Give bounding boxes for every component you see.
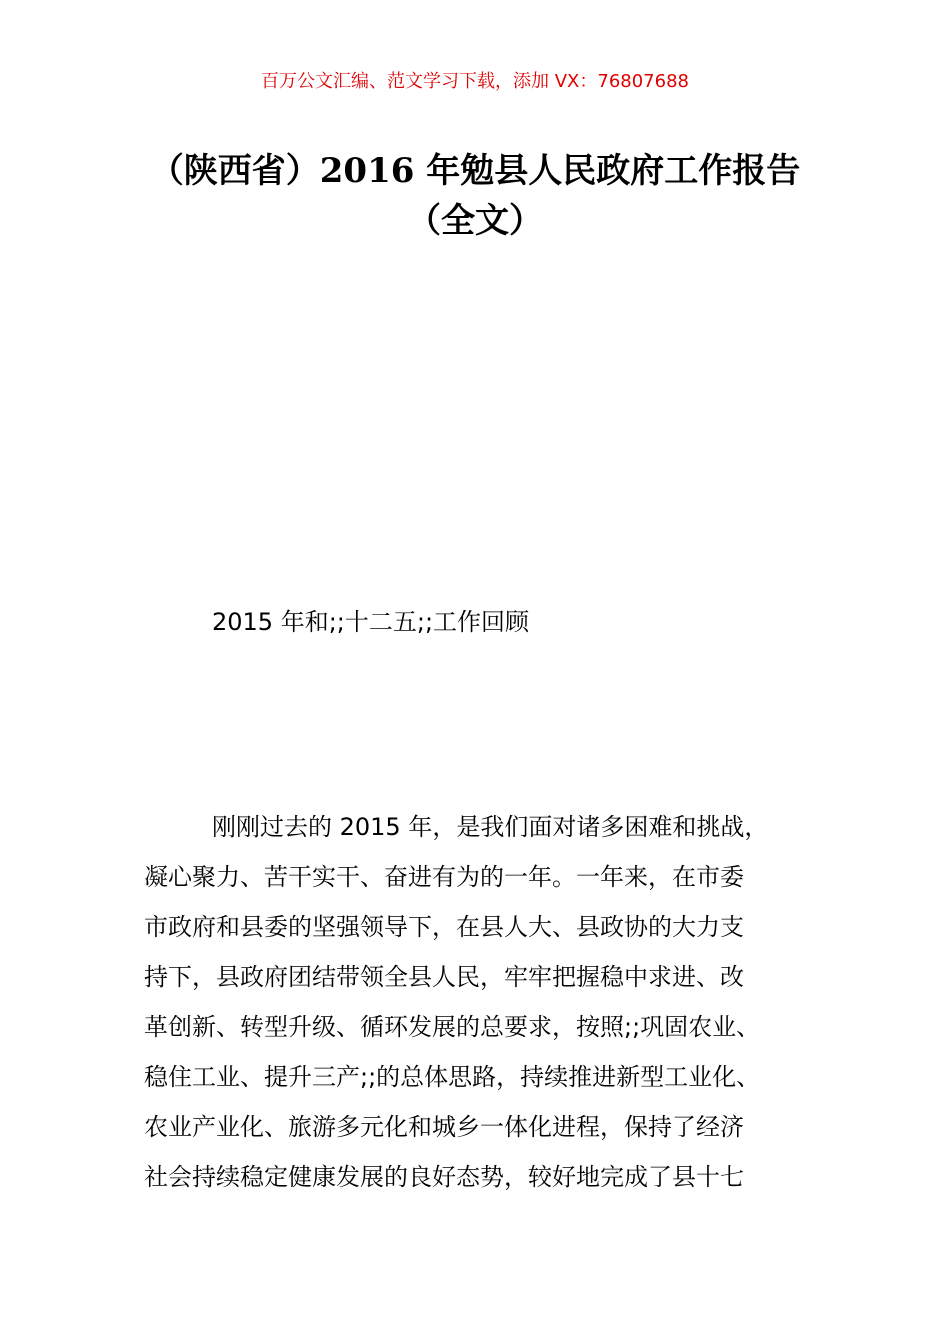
body-line: 农业产业化、旅游多元化和城乡一体化进程，保持了经济 xyxy=(144,1113,744,1141)
body-line: 社会持续稳定健康发展的良好态势，较好地完成了县十七 xyxy=(144,1163,744,1191)
title-line-1: （陕西省）2016 年勉县人民政府工作报告 xyxy=(149,151,801,191)
promo-banner: 百万公文汇编、范文学习下载，添加 VX：76807688 xyxy=(261,71,689,92)
body-line: 革创新、转型升级、循环发展的总要求，按照;;巩固农业、 xyxy=(144,1013,761,1041)
document-title xyxy=(130,146,820,246)
body-line: 市政府和县委的坚强领导下，在县人大、县政协的大力支 xyxy=(144,913,744,941)
body-line: 凝心聚力、苦干实干、奋进有为的一年。一年来，在市委 xyxy=(144,863,744,891)
body-line: 刚刚过去的 2015 年，是我们面对诸多困难和挑战， xyxy=(212,813,769,841)
body-line: 稳住工业、提升三产;;的总体思路，持续推进新型工业化、 xyxy=(144,1063,761,1091)
section-heading: 2015 年和;;十二五;;工作回顾 xyxy=(212,608,530,636)
body-paragraph xyxy=(144,802,808,1202)
title-line-2: （全文） xyxy=(407,201,543,241)
body-line: 持下，县政府团结带领全县人民，牢牢把握稳中求进、改 xyxy=(144,963,744,991)
